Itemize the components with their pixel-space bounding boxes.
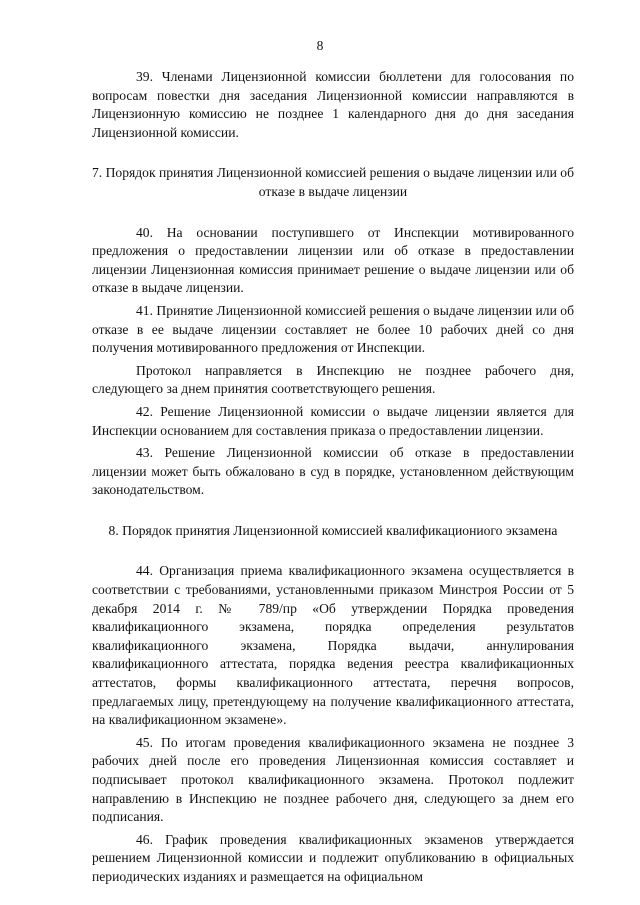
page-number: 8 [316,38,324,53]
paragraph-39: 39. Членами Лицензионной комиссии бюллетени для голосования по вопросам повестки дня заседания Лицензионной комиссии направляются в Лицензионную комиссию не позднее 1 календарного дня до дня заседания Лицензионной комиссии. [92,69,574,140]
paragraph-45: 45. По итогам проведения квалификационного экзамена не позднее 3 рабочих дней после его проведения Лицензионная комиссия составляет и подписывает протокол квалификационного экзамена. Протокол подлежит направлению в Инспекцию не позднее рабочего дня, следующего за днем его подписания. [92,734,574,825]
paragraph-44: 44. Организация приема квалификационного экзамена осуществляется в соответствии с требованиями, установленными приказом Минстроя России от 5 декабря 2014 г. № 789/пр «Об утверждении Порядка проведения квалификационного экзамена, порядка определения результатов квалификационного экзамена, Порядка выдачи, аннулирования квалификационного аттестата, порядка ведения реестра квалификационных аттестатов, формы квалификационного аттестата, перечня вопросов, предлагаемых лицу, претендующему на получение квалификационного аттестата, на квалификационном экзамене». [92,563,574,728]
paragraph-41-protocol: Протокол направляется в Инспекцию не позднее рабочего дня, следующего за днем принятия соответствующего решения. [92,362,574,397]
paragraph-40: 40. На основании поступившего от Инспекции мотивированного предложения о предоставлении лицензии или об отказе в предоставлении лицензии Лицензионная комиссия принимает решение о выдаче лицензии или об отказе в выдаче лицензии. [92,224,574,296]
section-heading-8: 8. Порядок принятия Лицензионной комиссией квалификациониого экзамена [108,522,558,538]
section-heading-7: 7. Порядок принятия Лицензионной комиссией решения о выдаче лицензии или об отказе в выдаче лицензии [92,165,574,199]
paragraph-41: 41. Принятие Лицензионной комиссией решения о выдаче лицензии или об отказе в ее выдаче лицензии составляет не более 10 рабочих дней со дня получения мотивированного предложения от Инспекции. [92,302,574,356]
paragraph-46: 46. График проведения квалификационных экзаменов утверждается решением Лицензионной комиссии и подлежит опубликованию в официальных периодических изданиях и размещается на официальном [92,831,574,884]
document-body [92,68,574,887]
paragraph-43: 43. Решение Лицензионной комиссии об отказе в предоставлении лицензии может быть обжаловано в суд в порядке, установленном действующим законодательством. [92,445,574,498]
paragraph-42: 42. Решение Лицензионной комиссии о выдаче лицензии является для Инспекции основанием для составления приказа о предоставлении лицензии. [92,403,574,438]
